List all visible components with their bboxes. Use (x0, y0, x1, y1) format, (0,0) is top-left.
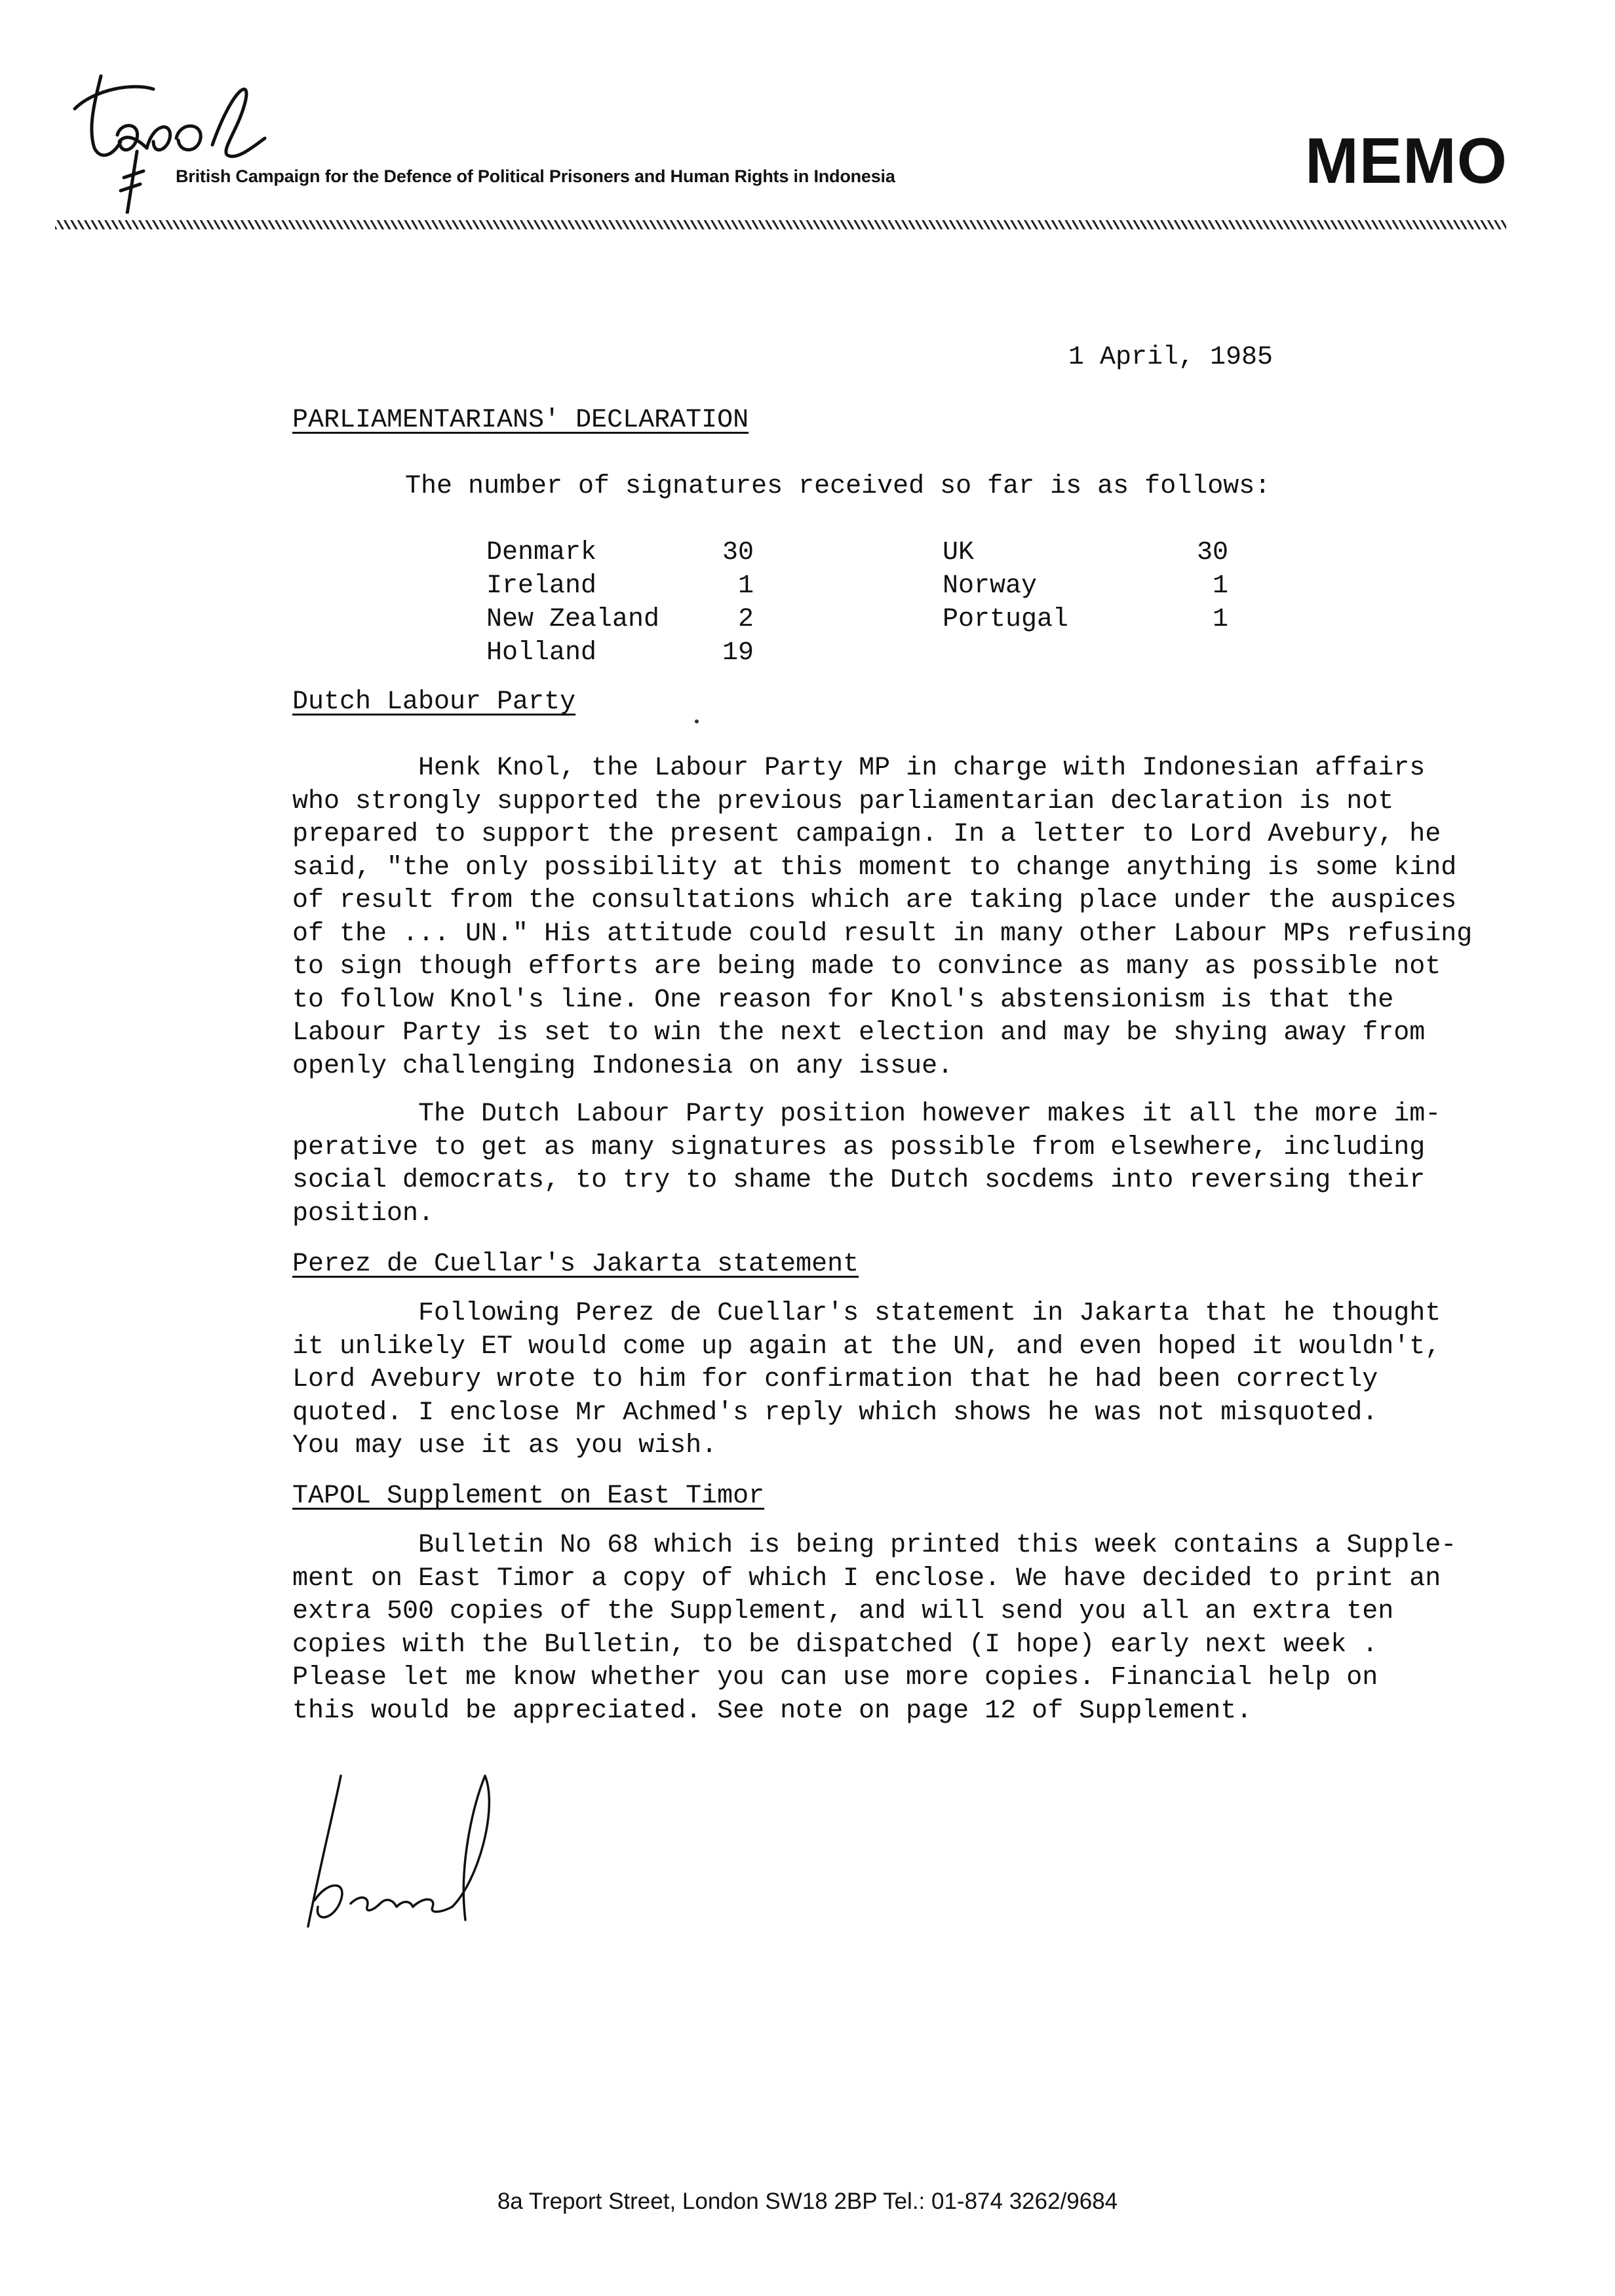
declaration-heading: PARLIAMENTARIANS' DECLARATION (292, 406, 749, 435)
tapol-logo (55, 63, 304, 214)
supplement-paragraph: Bulletin No 68 which is being printed this week contains a Supple- ment on East Timor a copy of which I enclose. We have decided to print an extra 500 copies of the Supplement, and will send you all an extra ten copies with the Bulletin, to be dispatched (I hope) early next week . Please let me know whether you can use more copies. Financial help on this would be appreciated. See note on page 12 of Supplement. (292, 1531, 1457, 1726)
country-name: New Zealand (486, 605, 660, 634)
signature-count: 30 (722, 538, 754, 567)
country-name: Denmark (486, 538, 597, 567)
header-rule (55, 220, 1506, 229)
table-row (486, 603, 1228, 636)
stray-dot (695, 719, 699, 723)
table-row (486, 636, 754, 670)
labour-paragraph-2: The Dutch Labour Party position however makes it all the more im- perative to get as many signatures as possible from elsewhere, including social democrats, to try to shame the Dutch socdems into reversing their position. (292, 1100, 1441, 1229)
country-name: Holland (486, 638, 597, 668)
memo-title: MEMO (1305, 124, 1508, 197)
labour-heading: Dutch Labour Party (292, 687, 576, 717)
memo-date: 1 April, 1985 (1068, 343, 1274, 372)
table-row (486, 569, 1228, 603)
signature-count: 19 (722, 638, 754, 668)
handwritten-signature (288, 1769, 524, 1940)
table-row (486, 536, 1228, 569)
perez-heading: Perez de Cuellar's Jakarta statement (292, 1250, 859, 1279)
country-name: Norway (943, 571, 1038, 601)
signature-count: 2 (737, 605, 754, 634)
signature-counts-table (486, 536, 1228, 670)
supplement-heading: TAPOL Supplement on East Timor (292, 1482, 765, 1511)
declaration-intro: The number of signatures received so far is as follows: (405, 472, 1271, 501)
footer-address: 8a Treport Street, London SW18 2BP Tel.: 01-874 3262/9684 (497, 2189, 1118, 2214)
signature-count: 1 (737, 571, 754, 601)
country-name: Portugal (943, 605, 1069, 634)
signature-count: 30 (1196, 538, 1228, 567)
signature-count: 1 (1212, 605, 1228, 634)
labour-paragraph-1: Henk Knol, the Labour Party MP in charge with Indonesian affairs who strongly supported the previous parliamentarian declaration is not prepared to support the present campaign. In a letter to Lord Avebury, he said, "the only possibility at this moment to change anything is some kind of result from the consultations which are taking place under the auspices of the ... UN." His attitude could result in many other Labour MPs refusing to sign though efforts are being made to convince as many as possible not to follow Knol's line. One reason for Knol's abstensionism is that the Labour Party is set to win the next election and may be shying away from openly challenging Indonesia on any issue. (292, 754, 1473, 1081)
country-name: UK (943, 538, 975, 567)
perez-paragraph: Following Perez de Cuellar's statement in Jakarta that he thought it unlikely ET would come up again at the UN, and even hoped it wouldn't, Lord Avebury wrote to him for confirmation that he had been correctly quoted. I enclose Mr Achmed's reply which shows he was not misquoted. You may use it as you wish. (292, 1299, 1441, 1461)
signature-count: 1 (1212, 571, 1228, 601)
organization-name: British Campaign for the Defence of Political Prisoners and Human Rights in Indonesia (176, 166, 895, 186)
country-name: Ireland (486, 571, 597, 601)
